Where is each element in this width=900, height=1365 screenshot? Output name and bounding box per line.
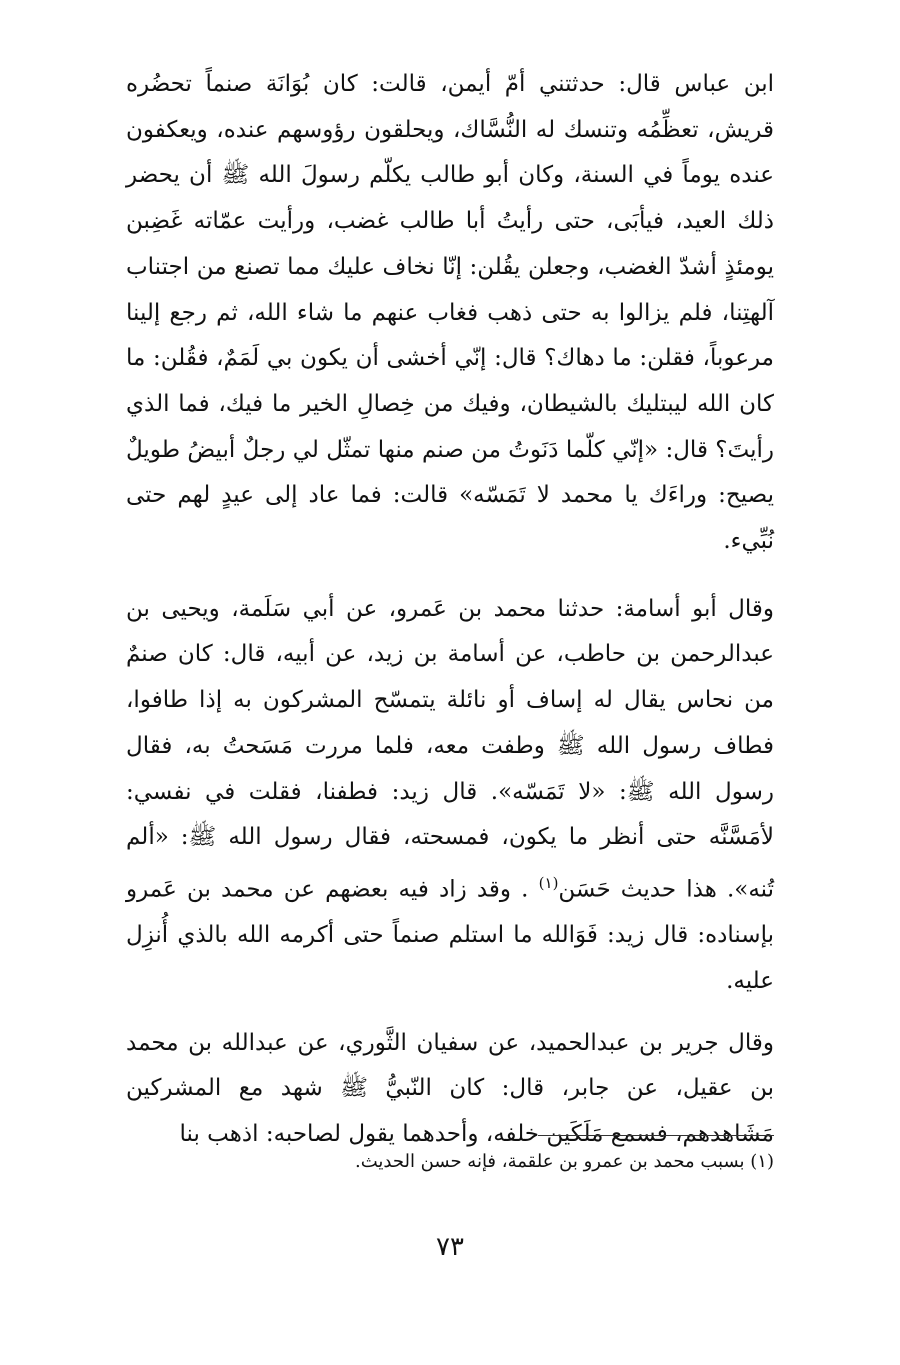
- footnote-marker: (١): [750, 1151, 774, 1172]
- footnote-text: بسبب محمد بن عمرو بن علقمة، فإنه حسن الحديث.: [355, 1151, 745, 1172]
- page-number: ٧٣: [436, 1232, 464, 1262]
- paragraph-2-body: وقال أبو أسامة: حدثنا محمد بن عَمرو، عن أبي سَلَمة، ويحيى بن عبدالرحمن بن حاطب، عن أسامة بن زيد، عن أبيه، قال: كان صنمٌ من نحاس يقال له إساف أو نائلة يتمسّح المشركون به إذا طافوا، فطاف رسول الله ﷺ وطفت معه، فلما مررت مَسَحتُ به، فقال رسول الله ﷺ: «لا تَمَسّه». قال زيد: فطفنا، فقلت في نفسي: لأمَسَّنَّه حتى أنظر ما يكون، فمسحته، فقال رسول الله ﷺ: «ألم تُنه». هذا حديث حَسَن: [126, 595, 775, 903]
- paragraph-2-tail: . وقد زاد فيه بعضهم عن محمد بن عَمرو بإسناده: قال زيد: فَوَالله ما استلم صنماً حتى أكرمه الله بالذي أُنزِل عليه.: [126, 876, 774, 995]
- paragraph-3: وقال جرير بن عبدالحميد، عن سفيان الثَّوري، عن عبدالله بن محمد بن عقيل، عن جابر، قال: كان النّبيُّ ﷺ شهد مع المشركين مَشَاهدهم، فسمع مَلَكَين خلفه، وأحدهما يقول لصاحبه: اذهب بنا: [126, 1029, 774, 1148]
- footnote-reference[interactable]: (١): [538, 873, 559, 892]
- main-text: [126, 62, 774, 1158]
- footnote: [126, 1148, 774, 1176]
- paragraph-2: [126, 587, 774, 1005]
- footnote-divider: [538, 1135, 774, 1136]
- paragraph-1: ابن عباس قال: حدثتني أمّ أيمن، قالت: كان بُوَانَة صنماً تحضُره قريش، تعظِّمُه وتنسك له النُّسَّاك، ويحلقون رؤوسهم عنده، ويعكفون عنده يوماً في السنة، وكان أبو طالب يكلّم رسولَ الله ﷺ أن يحضر ذلك العيد، فيأبَى، حتى رأيتُ أبا طالب غضب، ورأيت عمّاته غَضِبن يومئذٍ أشدّ الغضب، وجعلن يقُلن: إنّا نخاف عليك مما تصنع من اجتناب آلهتِنا، فلم يزالوا به حتى ذهب فغاب عنهم ما شاء الله، ثم رجع إلينا مرعوباً، فقلن: ما دهاك؟ قال: إنّي أخشى أن يكون بي لَمَمٌ، فقُلن: ما كان الله ليبتليك بالشيطان، وفيك من خِصالِ الخير ما فيك، فما الذي رأيتَ؟ قال: «إنّي كلّما دَنَوتُ من صنم منها تمثّل لي رجلٌ أبيضُ طويلٌ يصيح: وراءَك يا محمد لا تَمَسّه» قالت: فما عاد إلى عيدٍ لهم حتى نُبِّيء.: [126, 71, 774, 555]
